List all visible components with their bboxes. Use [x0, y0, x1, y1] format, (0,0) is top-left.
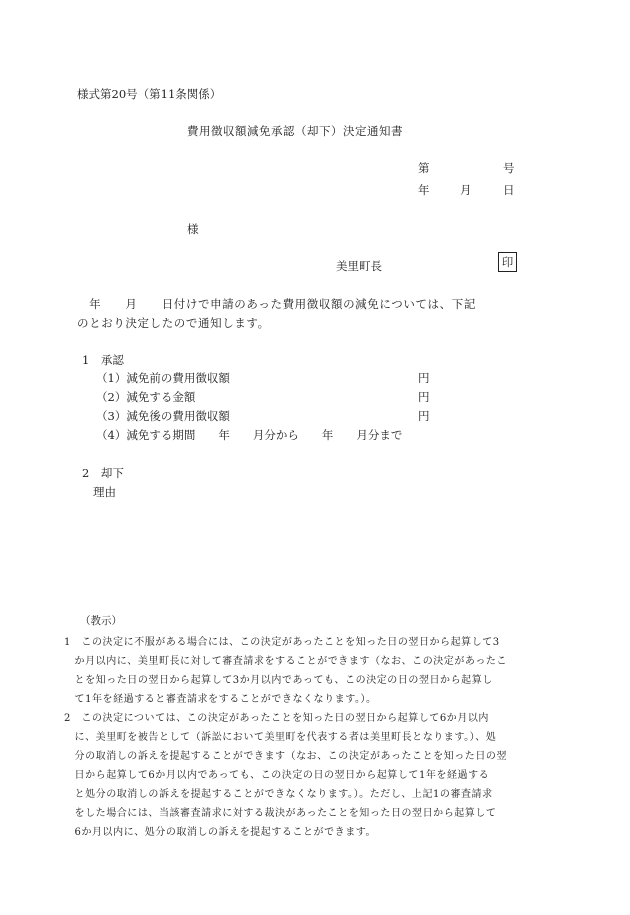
instruction-line: 1 この決定に不服がある場合には、この決定があったことを知った日の翌日から起算して3	[64, 637, 500, 648]
instruction-line: 日から起算して6か月以内であっても、この決定の日の翌日から起算して1年を経過する	[64, 770, 490, 781]
instruction-line: に、美里町を被告として（訴訟において美里町を代表する者は美里町長となります。）、処	[64, 732, 497, 743]
instruction-line: 2 この決定については、この決定があったことを知った日の翌日から起算して6か月以内	[64, 713, 489, 724]
body-text-line-1: 年 月 日付けで申請のあった費用徴収額の減免については、下記	[77, 297, 476, 311]
approval-item-after-amount: （3）減免後の費用徴収額	[96, 409, 230, 423]
approval-item-before-amount: （1）減免前の費用徴収額	[96, 371, 230, 385]
yen-label: 円	[418, 409, 430, 423]
approval-heading: 1 承認	[82, 353, 124, 367]
instruction-line: て1年を経過すると審査請求をすることができなくなります。）。	[64, 694, 377, 705]
document-title: 費用徴収額減免承認（却下）決定通知書	[187, 124, 403, 138]
form-number: 様式第20号（第11条関係）	[77, 87, 222, 101]
approval-item-reduction-amount: （2）減免する金額	[96, 390, 196, 404]
instruction-line: とを知った日の翌日から起算して3か月以内であっても、この決定の日の翌日から起算し	[64, 675, 493, 686]
date-year-label: 年	[418, 183, 430, 197]
instruction-line: か月以内に、美里町長に対して審査請求をすることができます（なお、この決定があったこ	[64, 656, 507, 667]
instruction-line: をした場合には、当該審査請求に対する裁決があったことを知った日の翌日から起算して	[64, 808, 497, 819]
seal-stamp-box: 印	[498, 252, 517, 272]
instruction-line: 6か月以内に、処分の取消しの訴えを提起することができます。	[64, 827, 377, 838]
instruction-line: 分の取消しの訴えを提起することができます（なお、この決定があったことを知った日の翌	[64, 751, 507, 762]
issuer-name: 美里町長	[336, 259, 382, 273]
date-month-label: 月	[460, 183, 472, 197]
instructions-heading: （教示）	[80, 615, 122, 627]
addressee-honorific: 様	[187, 222, 199, 236]
yen-label: 円	[418, 371, 430, 385]
rejection-heading: 2 却下	[82, 466, 124, 480]
rejection-reason-label: 理由	[93, 485, 116, 499]
instruction-line: と処分の取消しの訴えを提起することができなくなります。）。ただし、上記1の審査請求	[64, 789, 493, 800]
document-number-prefix: 第	[418, 161, 430, 175]
body-text-line-2: のとおり決定したので通知します。	[77, 316, 270, 330]
approval-item-period: （4）減免する期間 年 月分から 年 月分まで	[96, 428, 403, 442]
document-number-suffix: 号	[503, 161, 515, 175]
date-day-label: 日	[503, 183, 515, 197]
yen-label: 円	[418, 390, 430, 404]
